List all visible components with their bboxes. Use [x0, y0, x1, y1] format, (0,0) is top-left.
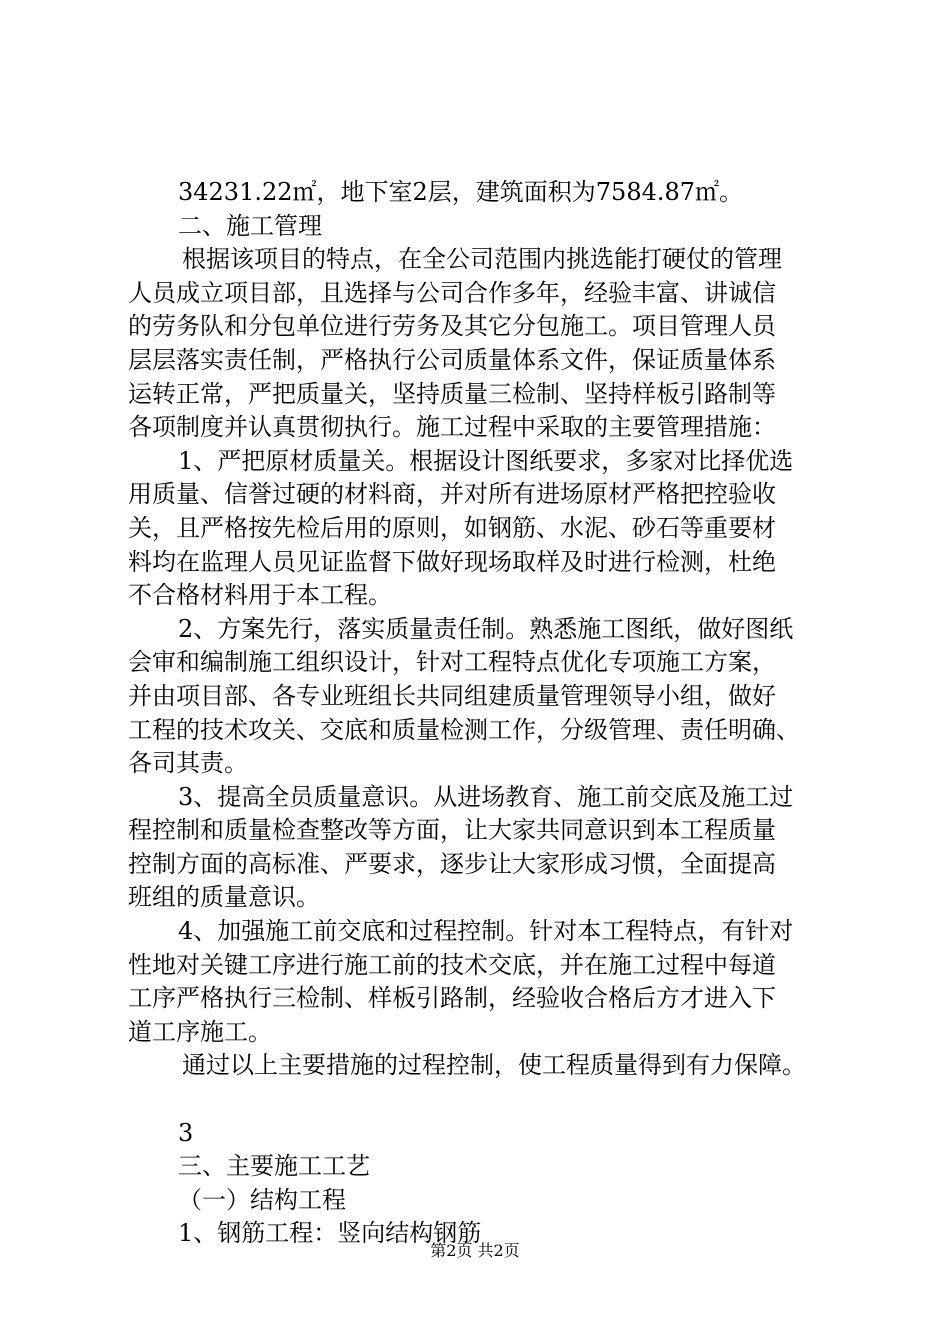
text-line: 1、钢筋工程：竖向结构钢筋 — [178, 1219, 482, 1248]
text-line: 控制方面的高标准、严要求，逐步让大家形成习惯，全面提高 — [128, 849, 776, 878]
text-line: 程控制和质量检查整改等方面，让大家共同意识到本工程质量 — [128, 816, 776, 845]
text-line: 2、方案先行，落实质量责任制。熟悉施工图纸，做好图纸 — [178, 614, 794, 643]
text-line: 工程的技术攻关、交底和质量检测工作，分级管理、责任明确、 — [128, 715, 800, 744]
document-body — [128, 176, 834, 1251]
text-line: 不合格材料用于本工程。 — [128, 581, 392, 610]
text-line: 道工序施工。 — [128, 1017, 272, 1046]
text-line: 4、加强施工前交底和过程控制。针对本工程特点，有针对 — [178, 917, 794, 946]
text-line: 会审和编制施工组织设计，针对工程特点优化专项施工方案， — [128, 648, 776, 677]
text-line: 工序严格执行三检制、样板引路制，经验收合格后方才进入下 — [128, 984, 776, 1013]
text-line: 运转正常，严把质量关，坚持质量三检制、坚持样板引路制等 — [128, 379, 776, 408]
text-line: 3、提高全员质量意识。从进场教育、施工前交底及施工过 — [178, 782, 794, 811]
text-line: 通过以上主要措施的过程控制，使工程质量得到有力保障。 — [182, 1051, 806, 1080]
text-line: 34231.22㎡，地下室2层，建筑面积为7584.87㎡。 — [178, 178, 744, 206]
section-heading: 二、施工管理 — [178, 211, 322, 240]
text-line: 班组的质量意识。 — [128, 883, 320, 912]
text-line: 1、严把原材质量关。根据设计图纸要求，多家对比择优选 — [178, 446, 794, 475]
blank-line — [178, 1083, 834, 1117]
text-line: 人员成立项目部，且选择与公司合作多年，经验丰富、讲诚信 — [128, 278, 776, 307]
page-number-inline: 3 — [178, 1118, 194, 1147]
text-line: 料均在监理人员见证监督下做好现场取样及时进行检测，杜绝 — [128, 547, 776, 576]
text-line: 的劳务队和分包单位进行劳务及其它分包施工。项目管理人员 — [128, 312, 776, 341]
subsection-heading: （一）结构工程 — [178, 1185, 346, 1214]
text-line: 用质量、信誉过硬的材料商，并对所有进场原材严格把控验收 — [128, 480, 776, 509]
page-footer: 第2页 共2页 — [430, 1241, 520, 1260]
text-line: 层层落实责任制，严格执行公司质量体系文件，保证质量体系 — [128, 345, 776, 374]
text-line: 各司其责。 — [128, 749, 248, 778]
text-line: 并由项目部、各专业班组长共同组建质量管理领导小组，做好 — [128, 681, 776, 710]
text-line: 根据该项目的特点，在全公司范围内挑选能打硬仗的管理 — [182, 245, 782, 274]
section-heading: 三、主要施工工艺 — [178, 1152, 370, 1181]
text-line: 性地对关键工序进行施工前的技术交底，并在施工过程中每道 — [128, 950, 776, 979]
text-line: 关，且严格按先检后用的原则，如钢筋、水泥、砂石等重要材 — [128, 513, 776, 542]
text-line: 各项制度并认真贯彻执行。施工过程中采取的主要管理措施： — [128, 413, 776, 442]
